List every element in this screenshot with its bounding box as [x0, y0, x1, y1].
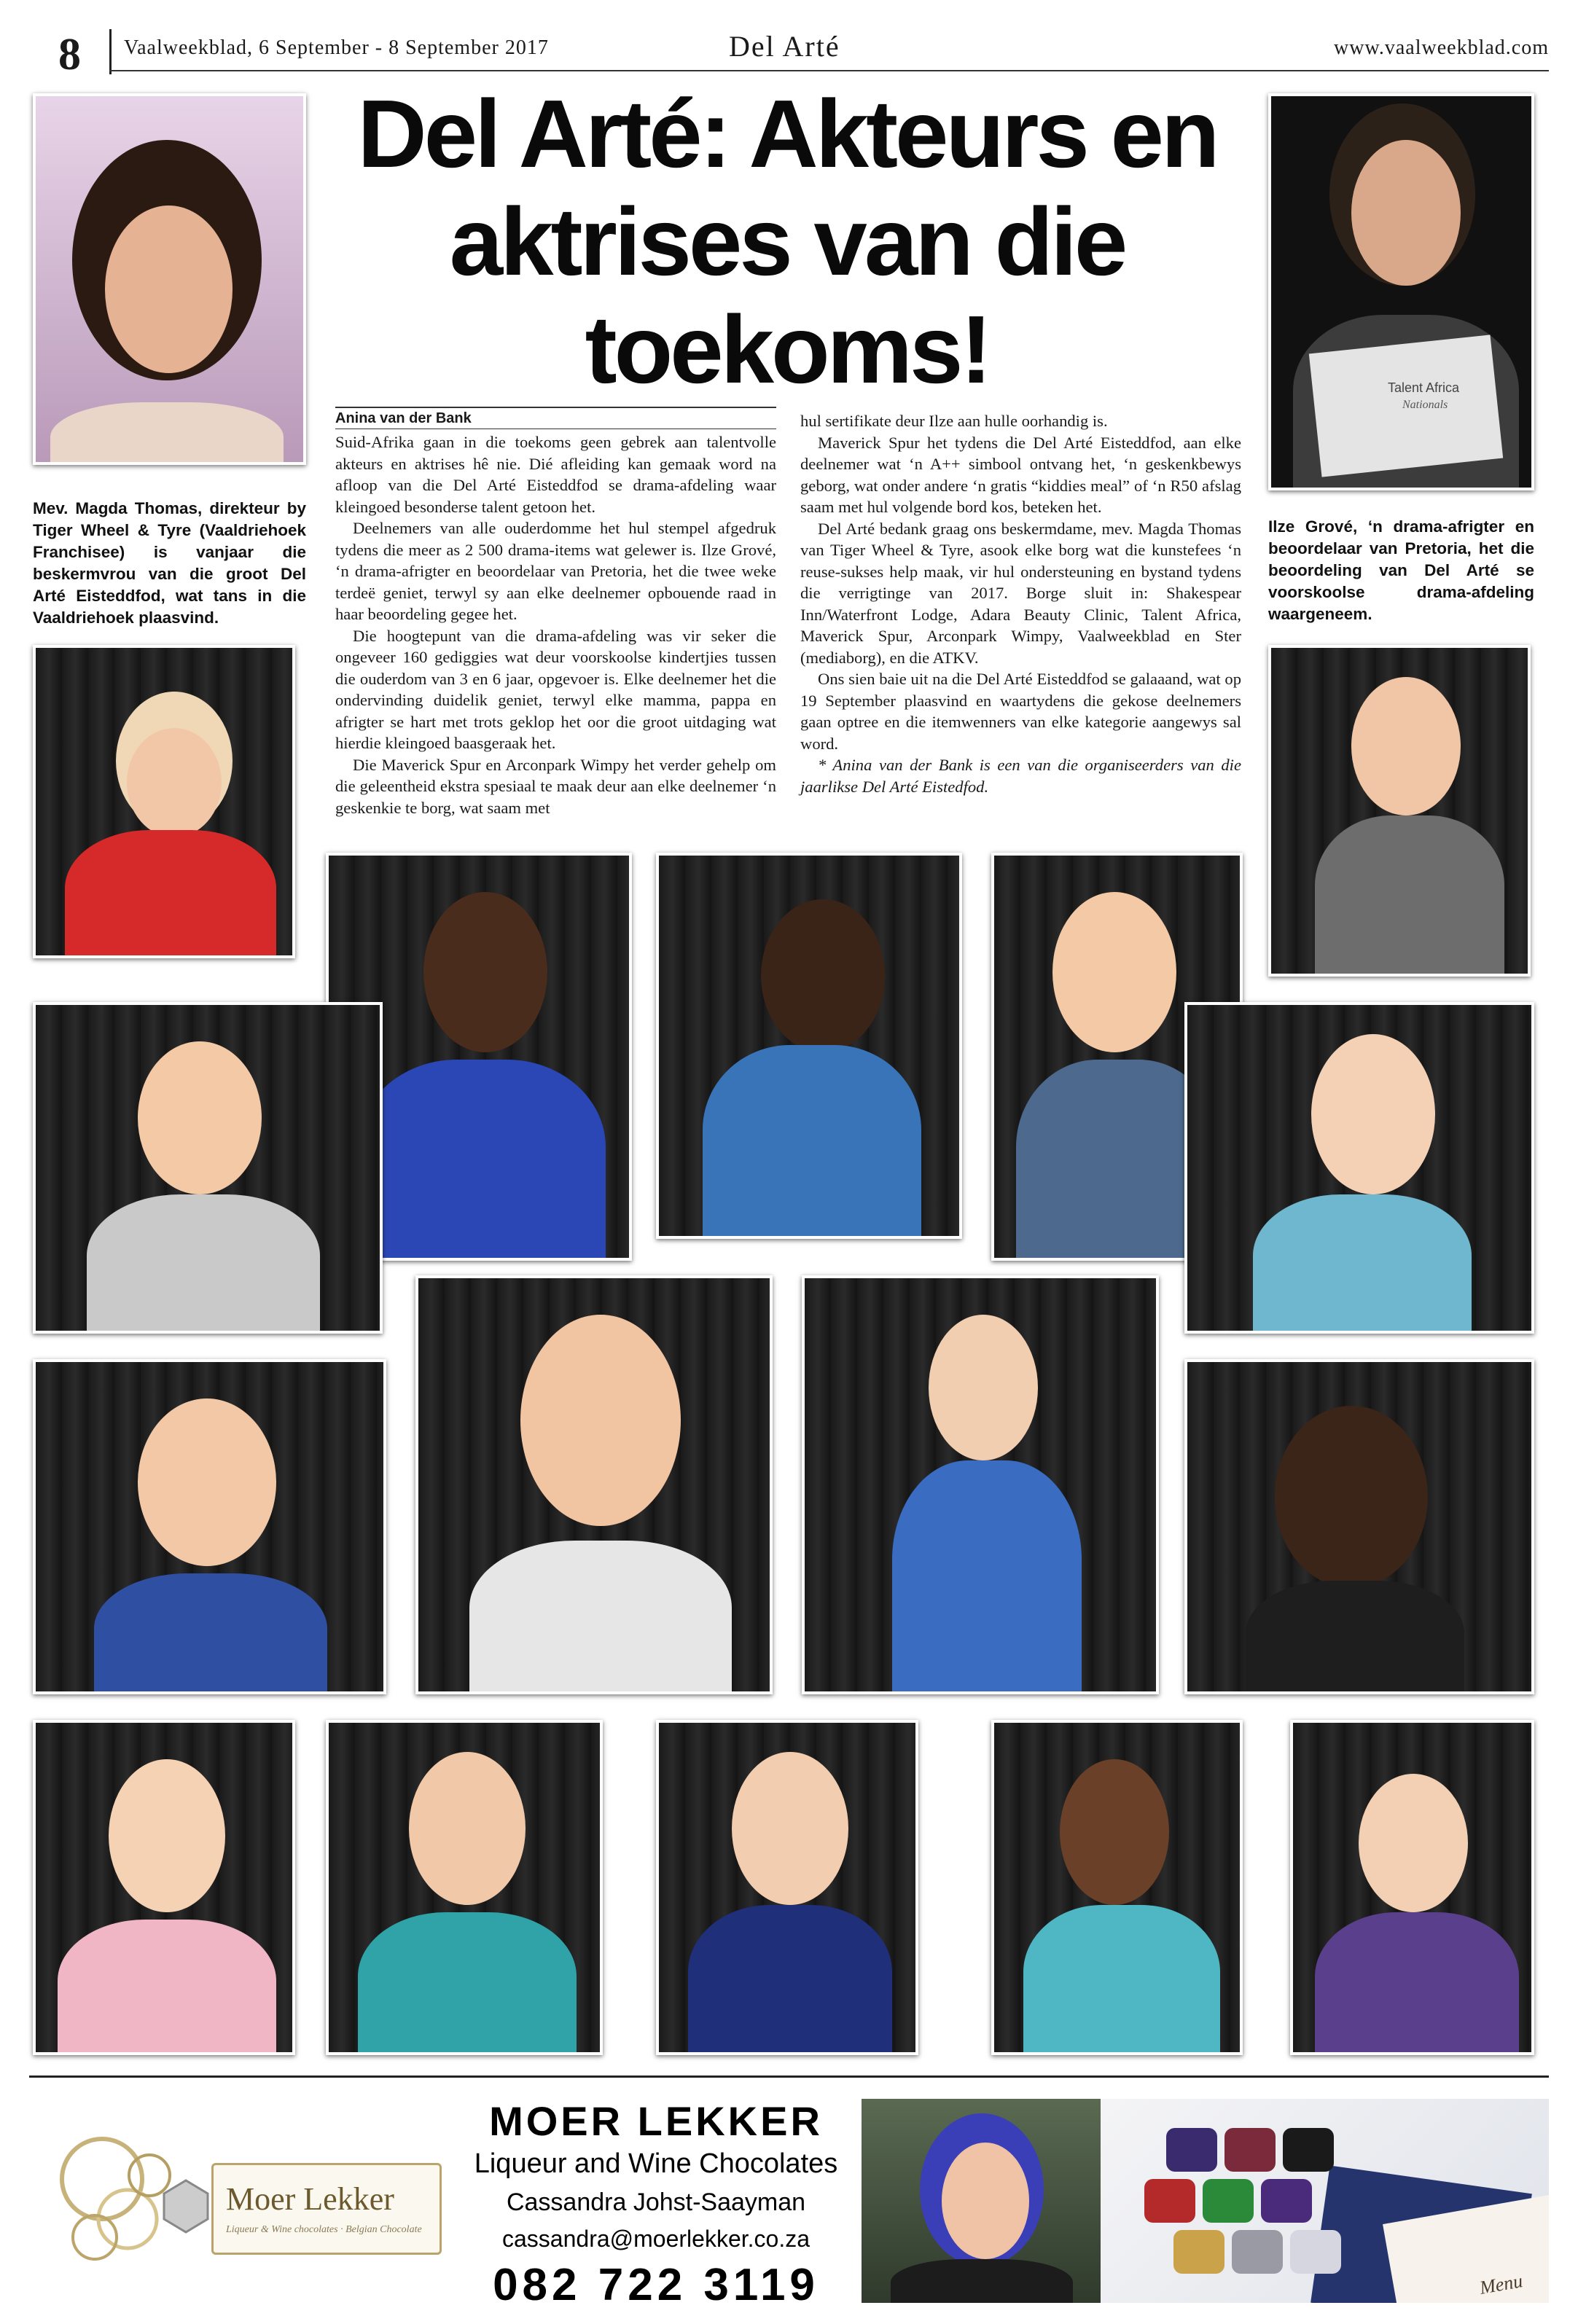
header-divider	[109, 29, 112, 74]
article-column-1	[335, 431, 776, 818]
ad-logo-text: Moer Lekker	[226, 2181, 394, 2217]
photo-ilze-grove	[1268, 93, 1534, 490]
paragraph: Die hoogtepunt van die drama-afdeling was vir seker die ongeveer 160 gediggies wat deur voorskoolse kindertjies tussen die ouderdom van 3 en 6 jaar, opgevoer is. Elke deelnemer het die ondervinding duidelik geniet, terwyl elke mamma, pappa en afrigter se hart met trots geklop het oor die groot uitdaging wat hierdie kleingoed baasgeraak het.	[335, 626, 776, 752]
photo-cassandra	[862, 2099, 1102, 2303]
photo-child-6	[33, 1002, 383, 1334]
header-rule	[109, 70, 1549, 71]
ad-logo-tagline: Liqueur & Wine chocolates · Belgian Chocolate	[226, 2224, 422, 2235]
photo-child-15	[991, 1720, 1243, 2055]
card-text: Menu	[1477, 2270, 1525, 2298]
page-number: 8	[58, 30, 81, 79]
section-name: Del Arté	[729, 30, 840, 63]
caption-left: Mev. Magda Thomas, direkteur by Tiger Wheel & Tyre (Vaaldriehoek Franchisee) is vanjaar die beskermvrou van die groot Del Arté Eisteddfod, wat tans in die Vaaldriehoek plaasvind.	[33, 499, 306, 627]
ad-contact-name: Cassandra Johst-Saayman	[506, 2188, 806, 2216]
photo-child-4	[656, 853, 962, 1239]
photo-child-11	[1184, 1359, 1534, 1694]
photo-child-8	[415, 1275, 773, 1694]
paper-date: Vaalweekblad, 6 September - 8 September 2017	[124, 36, 549, 59]
photo-child-9	[802, 1275, 1159, 1694]
website-link[interactable]: www.vaalweekblad.com	[1334, 36, 1549, 59]
article-column-2	[800, 410, 1241, 797]
photo-child-13	[326, 1720, 603, 2055]
ad-rule	[29, 2075, 1549, 2078]
byline-rule	[335, 407, 776, 408]
ad-subtitle: Liqueur and Wine Chocolates	[474, 2148, 838, 2179]
photo-child-2	[1268, 645, 1531, 977]
photo-child-1	[33, 645, 295, 958]
photo-child-7	[1184, 1002, 1534, 1334]
photo-child-16	[1290, 1720, 1534, 2055]
photo-chocolates	[1101, 2099, 1549, 2303]
photo-magda-thomas	[33, 93, 306, 465]
paragraph: Suid-Afrika gaan in die toekoms geen gebrek aan talentvolle akteurs en aktrises hê nie. Dié afleiding kan gemaak word na afloop van die Del Arté Eisteddfod se drama-afdeling waar kleingoed besonderse talent getoon het.	[335, 433, 776, 516]
paragraph: hul sertifikate deur Ilze aan hulle oorhandig is.	[800, 412, 1108, 430]
certificate-sub: Nationals	[1402, 399, 1448, 411]
photo-child-12	[33, 1720, 295, 2055]
headline: Del Arté: Akteurs en aktrises van die toekoms!	[357, 80, 1217, 403]
paragraph: Del Arté bedank graag ons beskermdame, mev. Magda Thomas van Tiger Wheel & Tyre, asook elke borg wat die kunstefees ‘n reuse-sukses help maak, vir hul ondersteuning en bystand tydens die verrigtinge van 2017. Borge sluit in: Shakespear Inn/Waterfront Lodge, Adara Beauty Clinic, Talent Africa, Maverick Spur, Arconpark Wimpy, Vaalweekblad en Ster (mediaborg), en die ATKV.	[800, 519, 1241, 667]
photo-child-10	[33, 1359, 386, 1694]
caption-right: Ilze Grové, ‘n drama-afrigter en beoordelaar van Pretoria, het die beoordeling van Del Arté se voorskoolse drama-afdeling waargeneem.	[1268, 517, 1534, 623]
ad-logo	[44, 2099, 452, 2296]
ad-email[interactable]: cassandra@moerlekker.co.za	[502, 2226, 810, 2252]
ad-phone[interactable]: 082 722 3119	[493, 2260, 819, 2310]
certificate-brand: Talent Africa	[1388, 380, 1460, 395]
author-note: * Anina van der Bank is een van die organiseerders van die jaarlikse Del Arté Eistedfod.	[800, 756, 1241, 796]
ad-title: MOER LEKKER	[489, 2098, 823, 2144]
paragraph: Die Maverick Spur en Arconpark Wimpy het verder gehelp om die geleentheid ekstra spesiaal te maak deur aan elke deelnemer ‘n geskenkie te borg, wat saam met	[335, 755, 776, 817]
paragraph: Deelnemers van alle ouderdomme het hul stempel afgedruk tydens die meer as 2 500 drama-items wat gelewer is. Ilze Grové, ‘n drama-afrigter en beoordelaar van Pretoria, het die twee weke terdeë geniet, terwyl sy aan elke deelnemer opbouende raad in haar beoordeling gegee het.	[335, 519, 776, 623]
byline: Anina van der Bank	[335, 410, 472, 426]
paragraph: Ons sien baie uit na die Del Arté Eisteddfod se galaaand, wat op 19 September plaasvind en waartydens die gekose deelnemers gaan optree en die itemwenners van elke kategorie aangewys sal word.	[800, 670, 1241, 753]
photo-child-14	[656, 1720, 918, 2055]
paragraph: Maverick Spur het tydens die Del Arté Eisteddfod, aan elke deelnemer wat ‘n A++ simbool ontvang het, ‘n geskenkbewys geborg, wat onder andere ‘n gratis “kiddies meal” of ‘n R50 afslag saam met hul volgende bord kos, beteken het.	[800, 433, 1241, 516]
